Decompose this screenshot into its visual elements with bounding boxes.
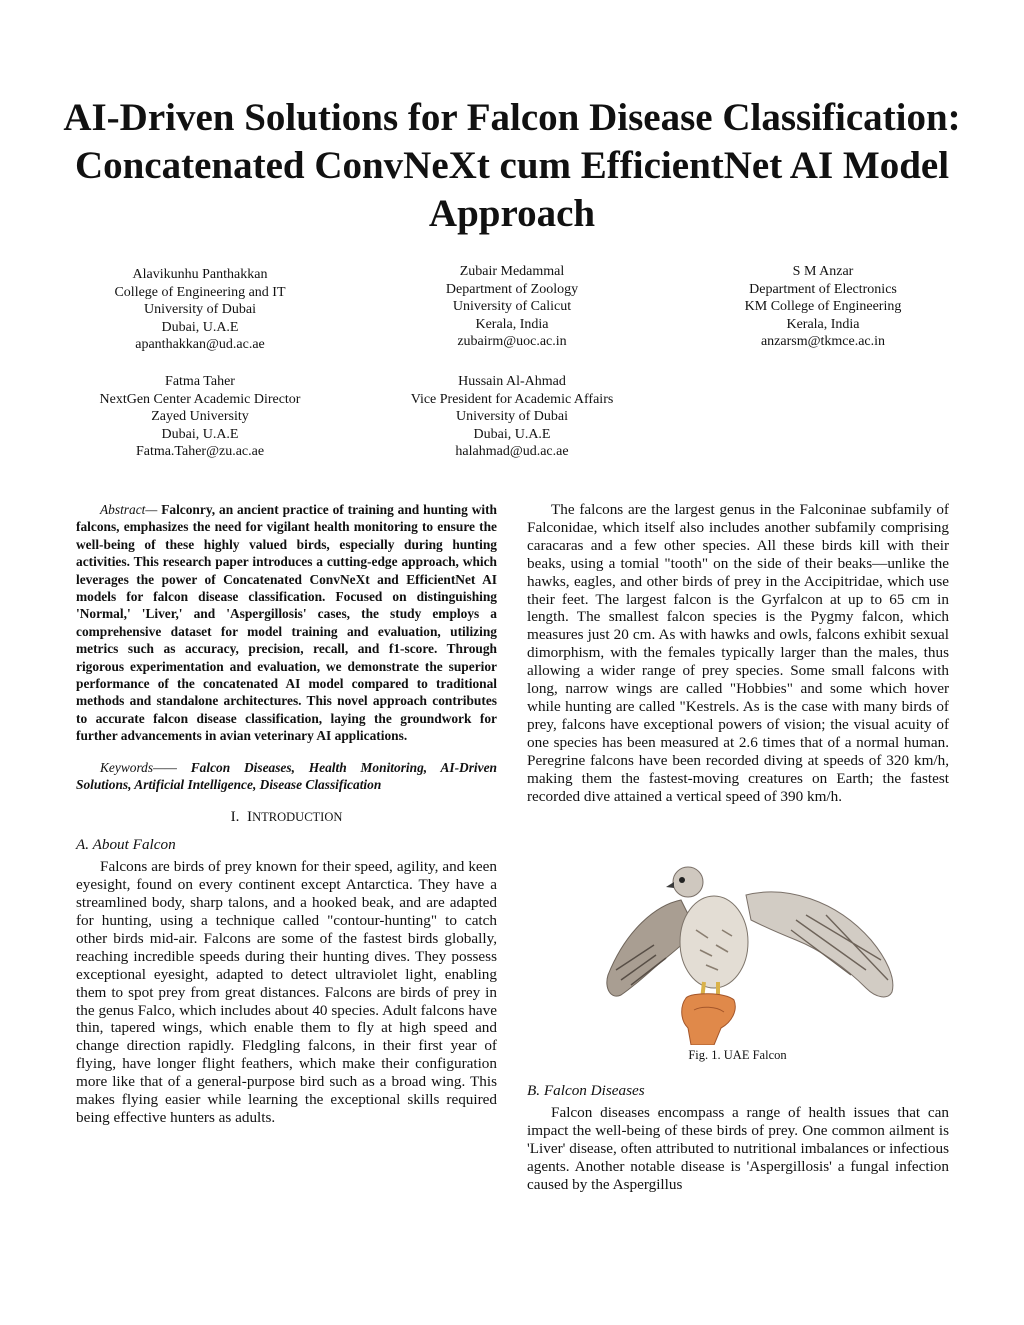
author-dept: NextGen Center Academic Director — [99, 391, 301, 407]
subsection-heading-about-falcon: A. About Falcon — [76, 836, 176, 854]
right-column-top — [527, 501, 949, 805]
author-email: halahmad@ud.ac.ae — [455, 444, 569, 459]
author-org: KM College of Engineering — [744, 299, 902, 314]
author-name: Alavikunhu Panthakkan — [132, 267, 268, 282]
abstract-text: Falconry, an ancient practice of training and hunting with falcons, emphasizes the need for vigilant health monitoring to ensure the well-being of these highly valued birds, especially during hunting activities. This research paper introduces a cutting-edge approach, which leverages the power of Concatenated ConvNeXt and EfficientNet AI models for falcon disease classification. Focused on distinguishing 'Normal,' 'Liver,' and 'Aspergillosis' cases, the study employs a comprehensive dataset for model training and evaluation, utilizing metrics such as accuracy, precision, recall, and f1-score. Through rigorous experimentation and evaluation, we demonstrate the superior performance of the concatenated AI model compared to traditional methods and standalone architectures. This novel approach contributes to accurate falcon disease classification, laying the groundwork for further advancements in avian veterinary AI applications. — [76, 502, 498, 744]
author-org: Zayed University — [151, 409, 249, 424]
author-location: Dubai, U.A.E — [161, 319, 239, 335]
author-email: apanthakkan@ud.ac.ae — [135, 337, 265, 352]
author-name: Fatma Taher — [165, 374, 235, 389]
author-email: Fatma.Taher@zu.ac.ae — [135, 444, 265, 459]
figure-caption: Fig. 1. UAE Falcon — [688, 1048, 787, 1062]
author-block-3 — [673, 263, 973, 351]
author-name: Hussain Al-Ahmad — [458, 374, 566, 389]
falcon-illustration — [596, 860, 906, 1045]
keywords — [76, 759, 497, 794]
paragraph-falcon-genus: The falcons are the largest genus in the Falconinae subfamily of Falconidae, which itself also includes another subfamily comprising caracaras and a few other species. All these birds kill with their beaks, using a tomial "tooth" on the side of their beaks—unlike the hawks, eagles, and other birds of prey in the Accipitridae, which use their feet. The largest falcon is the Gyrfalcon at up to 65 cm in length. The smallest falcon species is the Pygmy falcon, which measures just 20 cm. As with hawks and owls, falcons exhibit sexual dimorphism, with the females typically larger than the males, thus allowing a wider range of prey species. Some small falcons with long, narrow wings are called "Hobbies" and some which hover while hunting are called "Kestrels. As is the case with many birds of prey, falcons have exceptional powers of vision; the visual acuity of one species has been measured at 2.6 times that of a normal human. Peregrine falcons have been recorded diving at speeds of 320 km/h, making them the fastest-moving creatures on Earth; the fastest recorded dive attained a vertical speed of 390 km/h. — [527, 501, 949, 805]
author-email: anzarsm@tkmce.ac.in — [760, 334, 886, 349]
section-heading-introduction: I. INTRODUCTION — [230, 807, 343, 825]
author-block-2 — [362, 263, 662, 351]
keywords-lead: Keywords—— — [100, 759, 177, 775]
right-column-bottom — [527, 1082, 949, 1193]
author-block-5 — [362, 373, 662, 461]
subsection-heading-falcon-diseases: B. Falcon Diseases — [527, 1082, 645, 1099]
author-name: Zubair Medammal — [459, 264, 565, 279]
author-location: Dubai, U.A.E — [161, 426, 239, 442]
abstract — [76, 501, 497, 745]
paragraph-falcon-diseases: Falcon diseases encompass a range of health issues that can impact the well-being of these birds of prey. One common ailment is 'Liver' disease, often attributed to nutritional imbalances or infectious agents. Another notable disease is 'Aspergillosis' a fungal infection caused by the Aspergillus — [527, 1103, 949, 1193]
paragraph-about-falcon: Falcons are birds of prey known for their speed, agility, and keen eyesight, found on every continent except Antarctica. They have a streamlined body, sharp talons, and a hooked beak, and are adapted for hunting, using a technique called "contour-hunting" to catch other birds mid-air. Falcons are some of the fastest birds globally, reaching incredible speeds during their hunting dives. They possess exceptional eyesight, adapted to detect ultraviolet light, enabling them to spot prey from great distances. Falcons are birds of prey in the genus Falco, which includes about 40 species. Adult falcons have thin, tapered wings, which enable them to fly at high speed and change direction rapidly. Fledgling falcons, in their first year of flying, have longer flight feathers, which make their configuration more like that of a general-purpose bird such as a broad wing. This makes flying easier while learning the exceptional skills required being effective hunters as adults. — [76, 858, 497, 1126]
author-org: University of Dubai — [456, 409, 568, 424]
author-dept: Department of Zoology — [445, 281, 579, 297]
left-column — [76, 501, 497, 1127]
author-block-4 — [50, 373, 350, 461]
author-dept: Vice President for Academic Affairs — [410, 391, 614, 407]
author-location: Kerala, India — [786, 316, 860, 332]
author-dept: Department of Electronics — [749, 281, 897, 297]
author-block-1 — [50, 266, 350, 354]
keywords-text: Falcon Diseases, Health Monitoring, AI-Driven Solutions, Artificial Intelligence, Disease Classification — [76, 759, 497, 793]
author-location: Kerala, India — [475, 316, 549, 332]
abstract-lead: Abstract— — [100, 502, 158, 517]
paper-title: AI-Driven Solutions for Falcon Disease Classification: Concatenated ConvNeXt cum EfficientNet AI Model Approach — [63, 96, 961, 235]
falcon-figure — [596, 860, 906, 1045]
author-location: Dubai, U.A.E — [473, 426, 551, 442]
author-dept: College of Engineering and IT — [114, 284, 286, 300]
author-org: University of Dubai — [144, 302, 256, 317]
author-name: S M Anzar — [792, 264, 854, 279]
author-email: zubairm@uoc.ac.in — [457, 334, 567, 349]
author-org: University of Calicut — [452, 299, 572, 314]
